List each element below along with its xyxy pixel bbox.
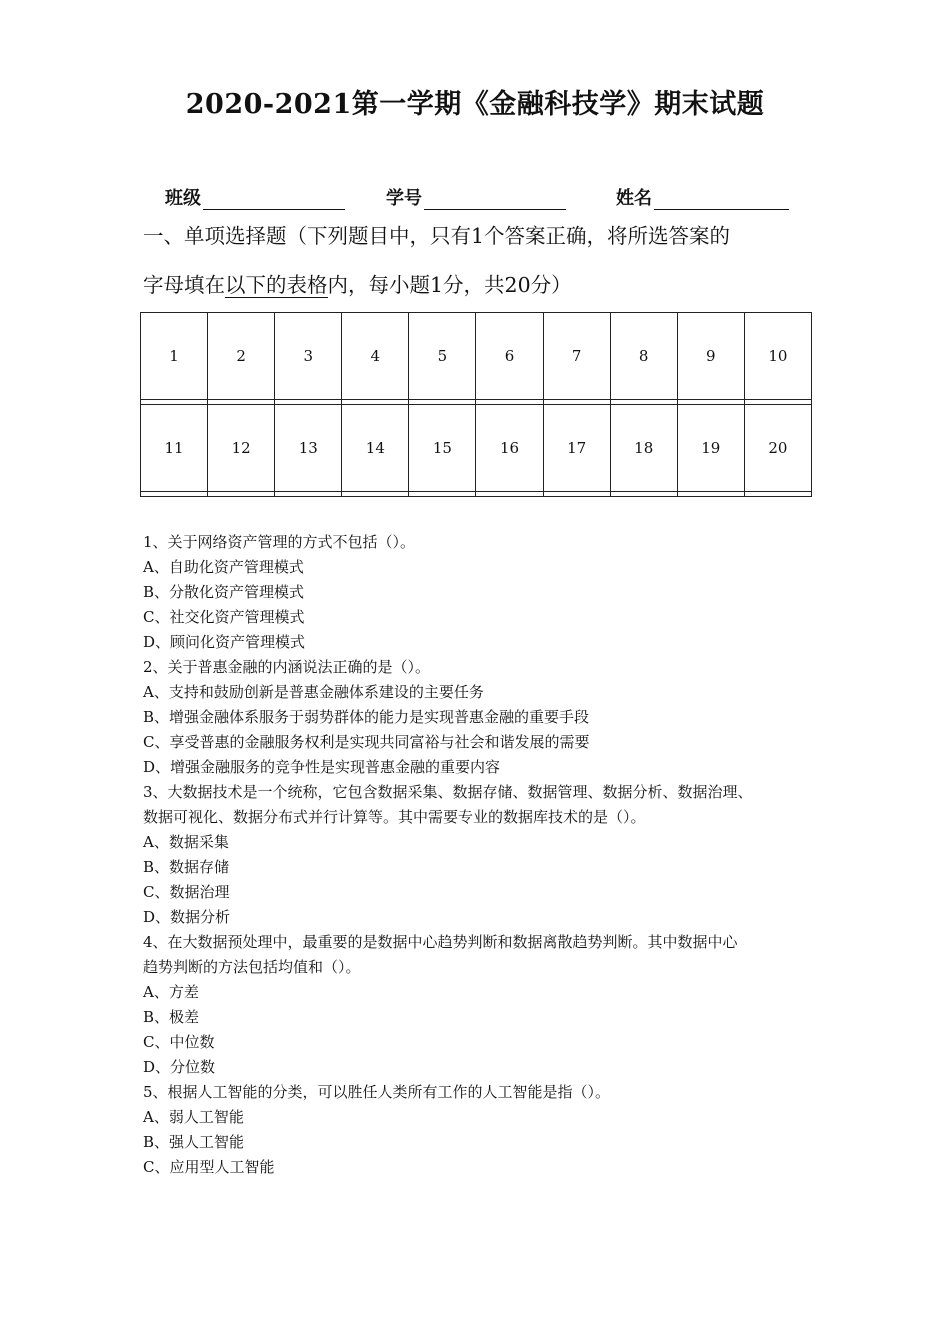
answer-blank-cell[interactable] (141, 492, 208, 497)
answer-option: A、弱人工智能 (143, 1108, 244, 1126)
answer-number-cell: 8 (610, 313, 677, 400)
question-stem-continued: 趋势判断的方法包括均值和（）。 (143, 958, 361, 976)
student-no-field (386, 184, 566, 210)
name-blank[interactable] (654, 191, 789, 210)
answer-number-cell: 16 (476, 404, 543, 491)
answer-option: D、顾问化资产管理模式 (143, 633, 306, 651)
instruction-text: 字母填在 (143, 273, 225, 297)
answer-option: B、增强金融体系服务于弱势群体的能力是实现普惠金融的重要手段 (143, 708, 590, 726)
answer-option: A、方差 (143, 983, 199, 1001)
answer-number-cell: 3 (275, 313, 342, 400)
answer-number-cell: 2 (208, 313, 275, 400)
answer-blank-cell[interactable] (275, 492, 342, 497)
answer-option: D、增强金融服务的竞争性是实现普惠金融的重要内容 (143, 758, 501, 776)
name-label: 姓名 (616, 188, 652, 209)
answer-option: A、自助化资产管理模式 (143, 558, 304, 576)
answer-option: B、强人工智能 (143, 1133, 245, 1151)
section-instruction-line2 (143, 272, 823, 298)
answer-option: D、分位数 (143, 1058, 216, 1076)
answer-number-cell: 14 (342, 404, 409, 491)
answer-blank-row (141, 492, 812, 497)
student-no-blank[interactable] (424, 191, 566, 210)
class-label: 班级 (165, 188, 201, 209)
answer-option: B、极差 (143, 1008, 200, 1026)
answer-number-cell: 5 (409, 313, 476, 400)
answer-option: C、应用型人工智能 (143, 1158, 275, 1176)
instruction-underlined-text: 以下的表格 (225, 273, 328, 297)
answer-number-cell: 1 (141, 313, 208, 400)
answer-option: A、数据采集 (143, 833, 229, 851)
answer-blank-cell[interactable] (342, 492, 409, 497)
question-stem: 2、关于普惠金融的内涵说法正确的是（）。 (143, 658, 431, 676)
answer-number-cell: 10 (744, 313, 811, 400)
answer-number-cell: 12 (208, 404, 275, 491)
answer-number-cell: 6 (476, 313, 543, 400)
answer-option: D、数据分析 (143, 908, 231, 926)
answer-number-row (141, 404, 812, 491)
answer-number-cell: 7 (543, 313, 610, 400)
question-stem: 3、大数据技术是一个统称，它包含数据采集、数据存储、数据管理、数据分析、数据治理、 (143, 783, 753, 801)
student-no-label: 学号 (386, 188, 422, 209)
answer-number-cell: 20 (744, 404, 811, 491)
answer-number-cell: 18 (610, 404, 677, 491)
answer-blank-cell[interactable] (543, 492, 610, 497)
answer-number-cell: 4 (342, 313, 409, 400)
answer-blank-cell[interactable] (409, 492, 476, 497)
answer-option: B、数据存储 (143, 858, 230, 876)
instruction-text: 内，每小题1分，共20分） (327, 273, 572, 297)
class-blank[interactable] (203, 191, 345, 210)
answer-number-cell: 15 (409, 404, 476, 491)
answer-table (140, 312, 812, 497)
answer-option: C、享受普惠的金融服务权利是实现共同富裕与社会和谐发展的需要 (143, 733, 590, 751)
answer-number-cell: 19 (677, 404, 744, 491)
answer-option: C、中位数 (143, 1033, 215, 1051)
answer-number-cell: 11 (141, 404, 208, 491)
exam-title: 2020-2021第一学期《金融科技学》期末试题 (185, 89, 765, 120)
question-stem: 4、在大数据预处理中，最重要的是数据中心趋势判断和数据离散趋势判断。其中数据中心 (143, 933, 738, 951)
answer-blank-cell[interactable] (744, 492, 811, 497)
answer-number-cell: 13 (275, 404, 342, 491)
answer-option: A、支持和鼓励创新是普惠金融体系建设的主要任务 (143, 683, 484, 701)
answer-blank-cell[interactable] (677, 492, 744, 497)
answer-option: B、分散化资产管理模式 (143, 583, 305, 601)
question-stem: 1、关于网络资产管理的方式不包括（）。 (143, 533, 416, 551)
question-stem-continued: 数据可视化、数据分布式并行计算等。其中需要专业的数据库技术的是（）。 (143, 808, 646, 826)
question-stem: 5、根据人工智能的分类，可以胜任人类所有工作的人工智能是指（）。 (143, 1083, 611, 1101)
name-field (616, 184, 789, 210)
answer-number-cell: 9 (677, 313, 744, 400)
answer-number-row (141, 313, 812, 400)
class-field (165, 184, 345, 210)
answer-option: C、社交化资产管理模式 (143, 608, 305, 626)
section-instruction-line1: 一、单项选择题（下列题目中，只有1个答案正确，将所选答案的 (143, 224, 731, 248)
answer-blank-cell[interactable] (208, 492, 275, 497)
answer-option: C、数据治理 (143, 883, 230, 901)
answer-number-cell: 17 (543, 404, 610, 491)
question-list (143, 530, 823, 1180)
answer-blank-cell[interactable] (610, 492, 677, 497)
answer-blank-cell[interactable] (476, 492, 543, 497)
